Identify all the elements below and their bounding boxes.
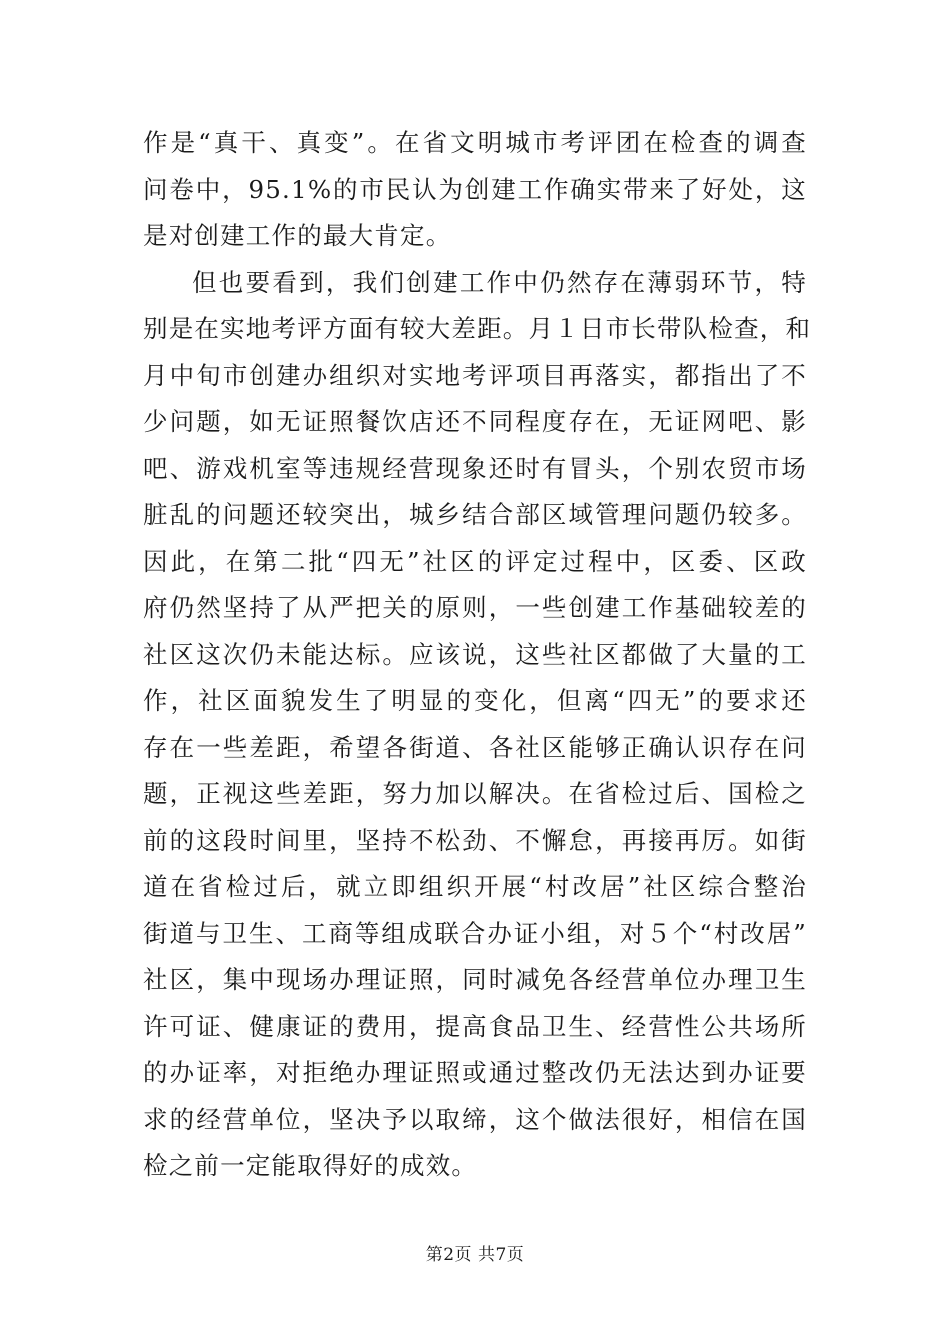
text-line: 求的经营单位，坚决予以取缔，这个做法很好，相信在国 — [143, 1104, 807, 1134]
body-text — [143, 120, 812, 1190]
text-line: 但也要看到，我们创建工作中仍然存在薄弱环节，特 — [192, 267, 807, 297]
text-line: 作，社区面貌发生了明显的变化，但离“四无”的要求还 — [143, 686, 807, 715]
text-line: 府仍然坚持了从严把关的原则，一些创建工作基础较差的 — [143, 593, 807, 622]
text-line: 吧、游戏机室等违规经营现象还时有冒头，个别农贸市场 — [143, 453, 807, 483]
text-line: 问卷中，95.1%的市民认为创建工作确实带来了好处，这 — [143, 174, 807, 204]
page-number-footer: 第2页 共7页 — [425, 1245, 525, 1265]
text-line: 作是“真干、真变”。在省文明城市考评团在检查的调查 — [143, 128, 807, 157]
text-line: 许可证、健康证的费用，提高食品卫生、经营性公共场所 — [143, 1011, 807, 1041]
text-line: 社区，集中现场办理证照，同时减免各经营单位办理卫生 — [143, 965, 807, 994]
text-line: 的办证率，对拒绝办理证照或通过整改仍无法达到办证要 — [143, 1058, 807, 1087]
text-line: 题，正视这些差距，努力加以解决。在省检过后、国检之 — [143, 779, 807, 808]
text-line: 少问题，如无证照餐饮店还不同程度存在，无证网吧、影 — [143, 407, 807, 436]
text-line: 别是在实地考评方面有较大差距。月１日市长带队检查，和 — [143, 314, 812, 343]
text-line: 月中旬市创建办组织对实地考评项目再落实，都指出了不 — [143, 360, 807, 390]
text-line: 因此，在第二批“四无”社区的评定过程中，区委、区政 — [143, 546, 807, 576]
text-line: 脏乱的问题还较突出，城乡结合部区域管理问题仍较多。 — [143, 500, 807, 529]
text-line: 检之前一定能取得好的成效。 — [143, 1151, 478, 1180]
text-line: 道在省检过后，就立即组织开展“村改居”社区综合整治 — [143, 872, 807, 901]
text-line: 存在一些差距，希望各街道、各社区能够正确认识存在问 — [143, 732, 807, 762]
text-line: 社区这次仍未能达标。应该说，这些社区都做了大量的工 — [143, 639, 807, 669]
text-line: 街道与卫生、工商等组成联合办证小组，对５个“村改居” — [143, 918, 807, 948]
text-line: 是对创建工作的最大肯定。 — [143, 221, 452, 250]
text-line: 前的这段时间里，坚持不松劲、不懈怠，再接再厉。如街 — [143, 825, 807, 855]
